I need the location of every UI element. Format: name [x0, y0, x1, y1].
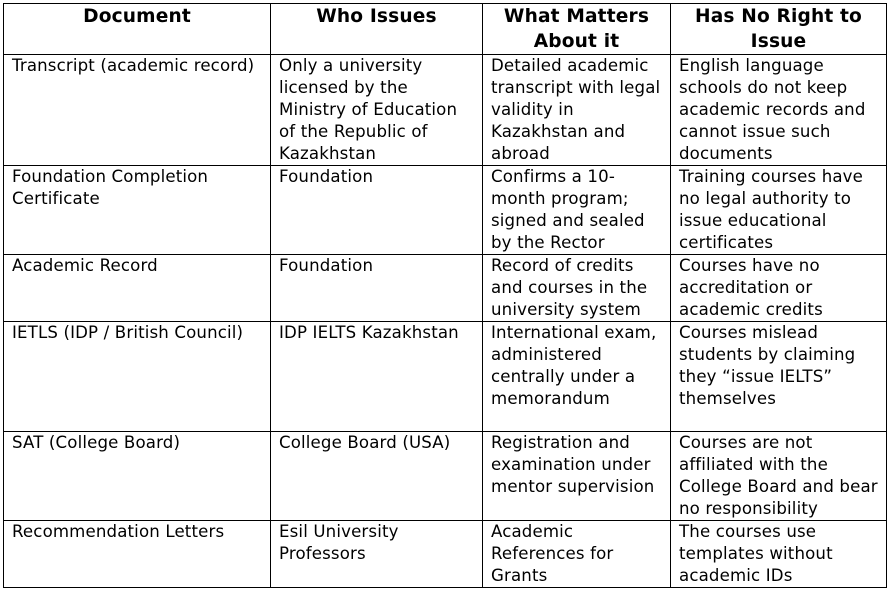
- document-cell: IETLS (IDP / British Council): [4, 322, 271, 432]
- no-right-cell: Courses are not affiliated with the College Board and bear no responsibility: [671, 432, 887, 521]
- no-right-cell: Courses mislead students by claiming they “issue IELTS” themselves: [671, 322, 887, 432]
- issuer-cell: Esil University Professors: [271, 521, 483, 588]
- table-row: [4, 521, 887, 588]
- table-row: [4, 55, 887, 166]
- issuer-cell: Foundation: [271, 255, 483, 322]
- issuer-cell: Only a university licensed by the Ministry of Education of the Republic of Kazakhstan: [271, 55, 483, 166]
- column-header-document: Document: [4, 4, 271, 55]
- document-cell: Academic Record: [4, 255, 271, 322]
- table-row: [4, 255, 887, 322]
- table-row: [4, 166, 887, 255]
- no-right-cell: Courses have no accreditation or academic credits: [671, 255, 887, 322]
- no-right-cell: English language schools do not keep academic records and cannot issue such documents: [671, 55, 887, 166]
- matters-cell: Academic References for Grants: [483, 521, 671, 588]
- no-right-cell: Training courses have no legal authority to issue educational certificates: [671, 166, 887, 255]
- matters-cell: Registration and examination under mentor supervision: [483, 432, 671, 521]
- matters-cell: Detailed academic transcript with legal validity in Kazakhstan and abroad: [483, 55, 671, 166]
- table-row: [4, 322, 887, 432]
- document-cell: Foundation Completion Certificate: [4, 166, 271, 255]
- document-table: [3, 3, 887, 588]
- issuer-cell: IDP IELTS Kazakhstan: [271, 322, 483, 432]
- matters-cell: International exam, administered centrally under a memorandum: [483, 322, 671, 432]
- document-cell: Recommendation Letters: [4, 521, 271, 588]
- column-header-what-matters: What Matters About it: [483, 4, 671, 55]
- table-header-row: [4, 4, 887, 55]
- matters-cell: Confirms a 10-month program; signed and sealed by the Rector: [483, 166, 671, 255]
- document-cell: SAT (College Board): [4, 432, 271, 521]
- matters-cell: Record of credits and courses in the university system: [483, 255, 671, 322]
- column-header-who-issues: Who Issues: [271, 4, 483, 55]
- issuer-cell: College Board (USA): [271, 432, 483, 521]
- table-row: [4, 432, 887, 521]
- column-header-no-right-to-issue: Has No Right to Issue: [671, 4, 887, 55]
- issuer-cell: Foundation: [271, 166, 483, 255]
- no-right-cell: The courses use templates without academic IDs: [671, 521, 887, 588]
- document-cell: Transcript (academic record): [4, 55, 271, 166]
